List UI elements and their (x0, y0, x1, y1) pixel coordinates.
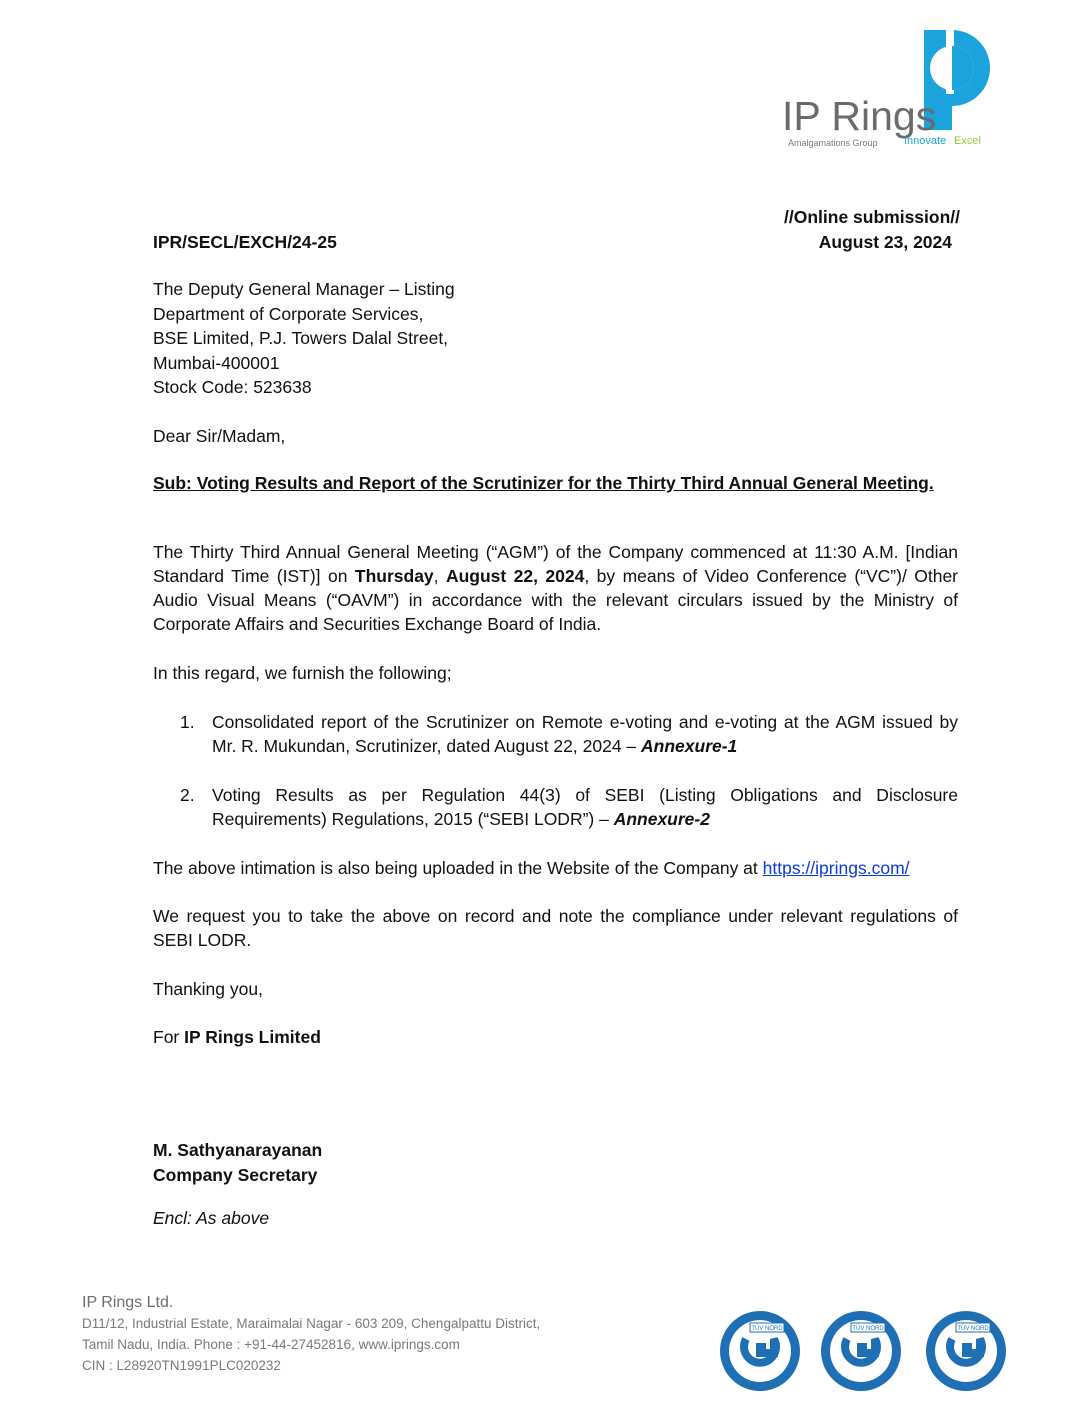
certification-seal-icon (821, 1311, 901, 1391)
submission-mode: //Online submission// (784, 207, 960, 227)
logo-name: IP Rings (782, 93, 937, 139)
recipient-address (153, 277, 653, 400)
footer-address-line: Tamil Nadu, India. Phone : +91-44-27452816, www.iprings.com (82, 1337, 460, 1352)
address-line: Stock Code: 523638 (153, 377, 312, 397)
certification-seal-icon (926, 1311, 1006, 1391)
list-item-text (212, 783, 958, 831)
list-item-number: 2. (180, 785, 195, 805)
svg-text:TÜV NORD: TÜV NORD (751, 1326, 783, 1332)
paragraph-request: We request you to take the above on record and note the compliance under relevant regulations of SEBI LODR. (153, 906, 958, 950)
signature-block (153, 1138, 322, 1188)
website-link[interactable]: https://iprings.com/ (762, 858, 910, 878)
logo-tagline-1: Innovate (904, 135, 947, 147)
logo-tagline-2: Excel (954, 135, 981, 147)
paragraph-agm (153, 540, 958, 636)
para1-comma: , (433, 566, 446, 586)
logo-group: Amalgamations Group (788, 138, 878, 148)
reference-number: IPR/SECL/EXCH/24-25 (153, 232, 337, 252)
para3-text: The above intimation is also being uploaded in the Website of the Company at (153, 858, 763, 878)
svg-text:TÜV NORD: TÜV NORD (957, 1326, 989, 1332)
footer-cin: CIN : L28920TN1991PLC020232 (82, 1358, 281, 1373)
para1-text-b: , by means of Video Conference (“VC”)/ Other Audio Visual Means (“OAVM”) in accordance with the relevant circulars issued by the Ministry of Corporate Affairs and Securities Exchange Board of India. (153, 566, 959, 634)
company-logo (778, 26, 990, 152)
list-item-text (212, 710, 958, 758)
list-item-body: Voting Results as per Regulation 44(3) of SEBI (Listing Obligations and Disclosure Requirements) Regulations, 2015 (“SEBI LODR”) – (212, 785, 958, 829)
salutation: Dear Sir/Madam, (153, 426, 286, 446)
annexure-label: Annexure-2 (613, 809, 710, 829)
meeting-day: Thursday (354, 566, 434, 586)
certification-seal-icon (720, 1311, 800, 1391)
address-line: Mumbai-400001 (153, 352, 280, 373)
paragraph-regard: In this regard, we furnish the following; (153, 663, 452, 683)
address-line: BSE Limited, P.J. Towers Dalal Street, (153, 328, 449, 348)
list-item-number: 1. (180, 712, 195, 732)
para1-text-a: The Thirty Third Annual General Meeting (“AGM”) of the Company commenced at 11:30 A.M. [Indian Standard Time (IST)] on (153, 542, 958, 586)
annexure-label: Annexure-1 (641, 736, 738, 756)
for-company (153, 1025, 321, 1049)
enclosure-note: Encl: As above (153, 1208, 270, 1228)
footer-address (82, 1292, 682, 1376)
certification-badges (716, 1306, 1016, 1396)
signatory-name: M. Sathyanarayanan (153, 1140, 323, 1160)
for-prefix: For (153, 1027, 185, 1047)
address-line: The Deputy General Manager – Listing (153, 279, 455, 299)
signatory-title: Company Secretary (153, 1165, 318, 1185)
list-item (180, 783, 958, 831)
list-item-body: Consolidated report of the Scrutinizer on Remote e-voting and e-voting at the AGM issued by Mr. R. Mukundan, Scrutinizer, dated August 22, 2024 – (212, 712, 958, 756)
svg-text:TÜV NORD: TÜV NORD (852, 1326, 884, 1332)
company-name: IP Rings Limited (184, 1027, 321, 1047)
closing-thanks: Thanking you, (153, 979, 263, 999)
footer-address-line: D11/12, Industrial Estate, Maraimalai Nagar - 603 209, Chengalpattu District, (82, 1316, 541, 1331)
list-item (180, 710, 958, 758)
letter-date: August 23, 2024 (818, 232, 952, 252)
paragraph-website (153, 856, 958, 880)
subject-line: Sub: Voting Results and Report of the Scrutinizer for the Thirty Third Annual General Meeting. (153, 473, 934, 493)
meeting-date: August 22, 2024 (445, 566, 585, 586)
address-line: Department of Corporate Services, (153, 303, 424, 324)
footer-company: IP Rings Ltd. (82, 1294, 174, 1311)
